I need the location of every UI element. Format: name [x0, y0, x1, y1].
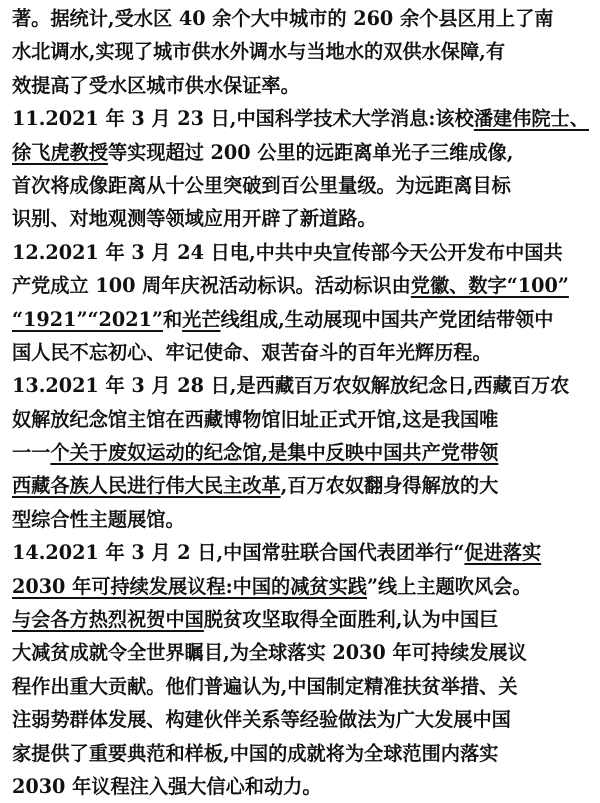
- text-line: [12, 570, 592, 603]
- text-line: [12, 303, 592, 336]
- text-segment: 家提供了重要典范和样板,中国的成就将为全球范围内落实: [12, 741, 499, 765]
- text-line: [12, 536, 592, 569]
- text-segment: 11.2021 年 3 月 23 日,中国科学技术大学消息:该校: [12, 107, 474, 131]
- text-segment: 首次将成像距离从十公里突破到百公里量级。为远距离目标: [12, 173, 511, 197]
- text-line: [12, 236, 592, 269]
- text-segment: ”线上主题吹风会。: [366, 574, 532, 598]
- text-segment: 和: [162, 307, 183, 331]
- underlined-text: 潘建伟院士、: [473, 107, 589, 131]
- text-line: [12, 469, 592, 502]
- text-line: [12, 169, 592, 202]
- text-segment: 奴解放纪念馆主馆在西藏博物馆旧址正式开馆,这是我国唯: [12, 407, 499, 431]
- paragraph-item-13: [12, 369, 592, 536]
- text-line: [12, 136, 592, 169]
- text-segment: 2030 年议程注入强大信心和动力。: [12, 774, 322, 798]
- text-line: [12, 737, 592, 770]
- text-segment: 产党成立 100 周年庆祝活动标识。活动标识由: [12, 274, 411, 298]
- paragraph-item-12: [12, 236, 592, 370]
- text-line: [12, 436, 592, 469]
- text-line: [12, 69, 592, 102]
- paragraph-item-11: [12, 102, 592, 236]
- underlined-text: 2030 年可持续发展议程:中国的减贫实践: [12, 574, 367, 598]
- underlined-text: 光芒: [182, 307, 221, 331]
- underlined-text: 党徽、数字“100”: [410, 274, 569, 298]
- underlined-text: “1921”“2021”: [12, 307, 163, 331]
- text-line: [12, 636, 592, 669]
- underlined-text: 个关于废奴运动的纪念馆,是集中反映中国共产党带领: [50, 441, 499, 465]
- text-line: [12, 770, 592, 803]
- text-segment: 12.2021 年 3 月 24 日电,中共中央宣传部今天公开发布中国共: [12, 240, 563, 264]
- text-line: [12, 336, 592, 369]
- text-segment: 等实现超过 200 公里的远距离单光子三维成像,: [107, 140, 514, 164]
- text-segment: 脱贫攻坚取得全面胜利,认为中国巨: [203, 608, 499, 632]
- underlined-text: 西藏各族人民进行伟大民主改革: [12, 474, 281, 498]
- text-line: [12, 102, 592, 135]
- text-segment: 著。据统计,受水区 40 余个大中城市的 260 余个县区用上了南: [12, 7, 554, 30]
- text-line: [12, 202, 592, 235]
- text-line: [12, 703, 592, 736]
- text-segment: 型综合性主题展馆。: [12, 507, 185, 531]
- text-line: [12, 503, 592, 536]
- text-line: [12, 269, 592, 302]
- text-segment: 注弱势群体发展、构建伙伴关系等经验做法为广大发展中国: [12, 708, 511, 732]
- text-line: [12, 603, 592, 636]
- text-line: [12, 2, 592, 35]
- underlined-text: 徐飞虎教授: [12, 140, 108, 164]
- text-segment: 14.2021 年 3 月 2 日,中国常驻联合国代表团举行“: [12, 541, 465, 565]
- text-line: [12, 35, 592, 68]
- paragraph-item-14: [12, 536, 592, 803]
- text-line: [12, 403, 592, 436]
- text-segment: 识别、对地观测等领域应用开辟了新道路。: [12, 207, 377, 231]
- text-segment: 水北调水,实现了城市供水外调水与当地水的双供水保障,有: [12, 40, 506, 64]
- text-segment: 程作出重大贡献。他们普遍认为,中国制定精准扶贫举措、关: [12, 674, 518, 698]
- text-segment: ,百万农奴翻身得解放的大: [280, 474, 499, 498]
- text-segment: 13.2021 年 3 月 28 日,是西藏百万农奴解放纪念日,西藏百万农: [12, 374, 570, 398]
- text-segment: 国人民不忘初心、牢记使命、艰苦奋斗的百年光辉历程。: [12, 340, 492, 364]
- underlined-text: 与会各方热烈祝贺中国: [12, 608, 204, 632]
- text-line: [12, 369, 592, 402]
- text-segment: 大减贫成就令全世界瞩目,为全球落实 2030 年可持续发展议: [12, 641, 527, 665]
- text-segment: 效提高了受水区城市供水保证率。: [12, 73, 300, 97]
- text-segment: 一一: [12, 441, 51, 465]
- text-segment: 线组成,生动展现中国共产党团结带领中: [220, 307, 554, 331]
- underlined-text: 促进落实: [464, 541, 542, 565]
- text-line: [12, 670, 592, 703]
- paragraph-p10-tail: [12, 2, 592, 102]
